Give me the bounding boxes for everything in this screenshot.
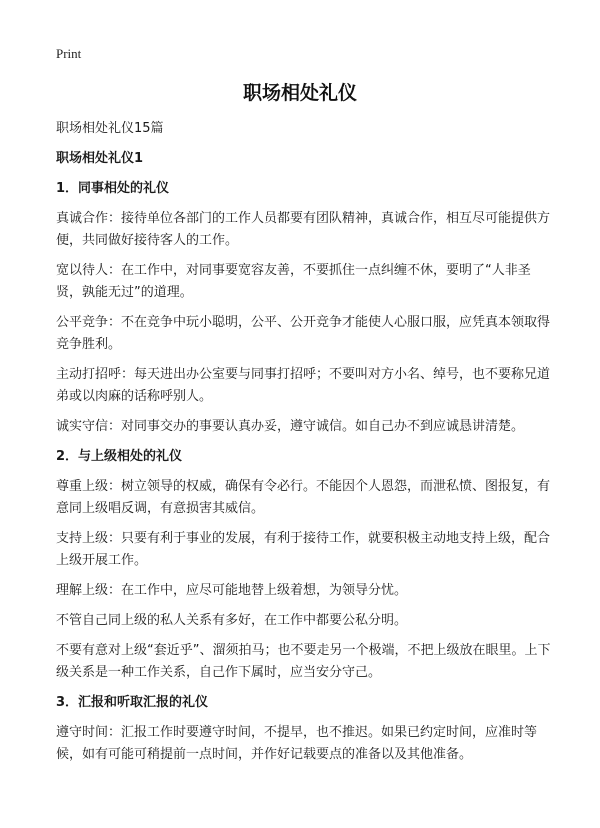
paragraph: 主动打招呼：每天进出办公室要与同事打招呼；不要叫对方小名、绰号，也不要称兄道弟或以肉麻的话称呼别人。 [56,367,551,404]
paragraph: 尊重上级：树立领导的权威，确保有令必行。不能因个人恩怨，而泄私愤、图报复，有意同上级唱反调，有意损害其威信。 [56,479,551,516]
paragraph: 遵守时间：汇报工作时要遵守时间，不提早，也不推迟。如果已约定时间，应准时等候，如有可能可稍提前一点时间，并作好记载要点的准备以及其他准备。 [56,725,538,762]
section-heading: 1．同事相处的礼仪 [56,181,170,196]
paragraph: 不管自己同上级的私人关系有多好，在工作中都要公私分明。 [56,613,408,628]
section-heading: 2．与上级相处的礼仪 [56,449,183,464]
paragraph: 真诚合作：接待单位各部门的工作人员都要有团队精神，真诚合作，相互尽可能提供方便，共同做好接待客人的工作。 [56,211,551,248]
paragraph: 支持上级：只要有利于事业的发展，有利于接待工作，就要积极主动地支持上级，配合上级开展工作。 [56,531,551,568]
paragraph: 理解上级：在工作中，应尽可能地替上级着想，为领导分忧。 [56,583,408,598]
document-title: 职场相处礼仪 [242,82,357,104]
paragraph: 公平竞争：不在竞争中玩小聪明，公平、公开竞争才能使人心服口服，应凭真本领取得竞争胜利。 [56,315,551,352]
paragraph: 宽以待人：在工作中，对同事要宽容友善，不要抓住一点纠缠不休，要明了“人非圣贤，孰能无过”的道理。 [56,263,531,300]
paragraph: 诚实守信：对同事交办的事要认真办妥，遵守诚信。如自己办不到应诚恳讲清楚。 [56,419,525,434]
paragraph: 不要有意对上级“套近乎”、溜须拍马；也不要走另一个极端，不把上级放在眼里。上下级关系是一种工作关系，自己作下属时，应当安分守己。 [56,643,551,680]
section-heading: 3．汇报和听取汇报的礼仪 [56,695,209,710]
article-heading: 职场相处礼仪1 [56,151,144,166]
document-subtitle: 职场相处礼仪15篇 [56,121,164,136]
print-link[interactable]: Print [56,46,82,61]
document-body [56,118,552,774]
